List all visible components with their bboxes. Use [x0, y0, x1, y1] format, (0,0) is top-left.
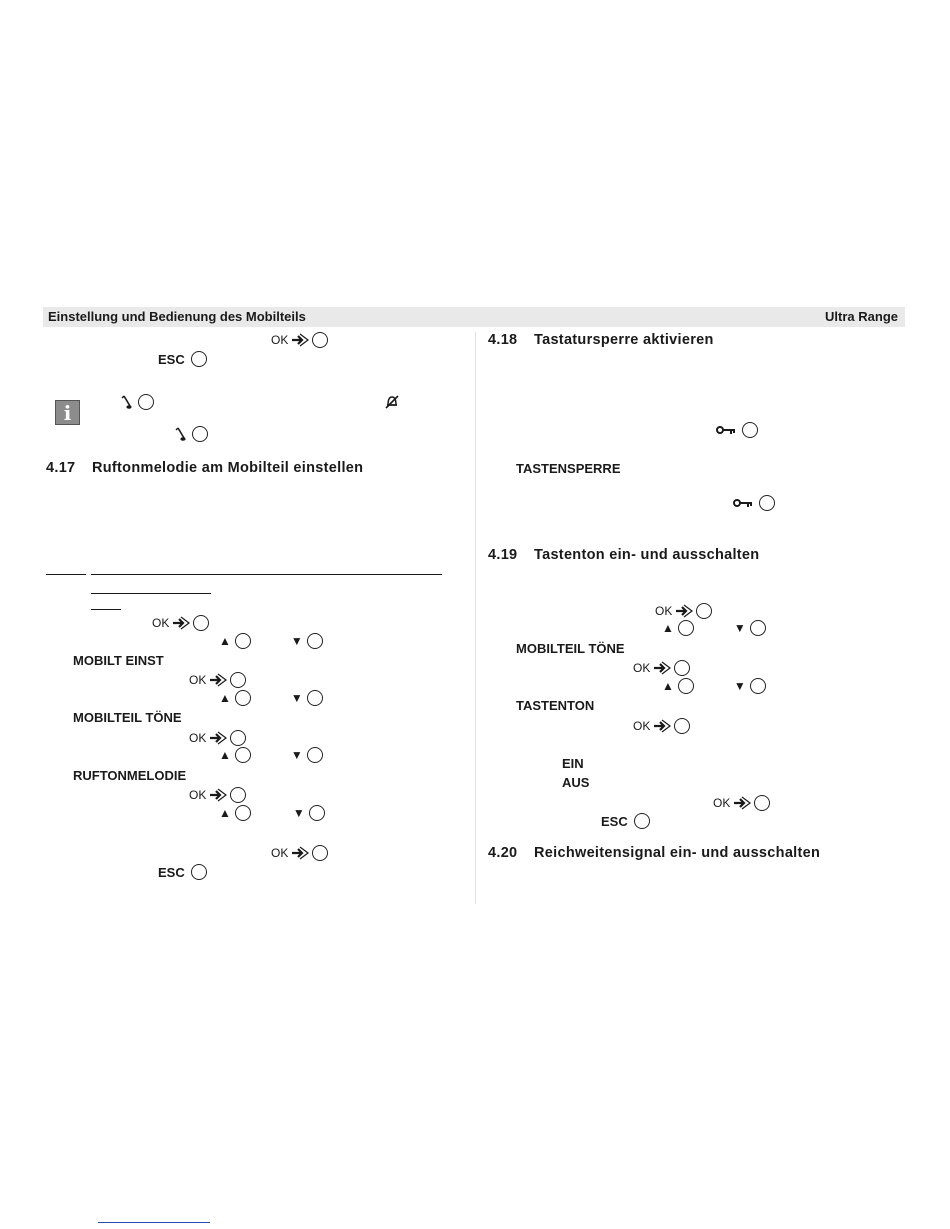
ok-key-instruction: [271, 844, 328, 862]
table-rule: [91, 609, 121, 610]
key-circle: [312, 332, 328, 348]
key-circle: [309, 805, 325, 821]
bell-off-icon: [384, 394, 400, 410]
key-circle: [230, 787, 246, 803]
up-arrow-icon: ▲: [219, 634, 231, 648]
menu-mobilteil-toene: MOBILTEIL TÖNE: [73, 710, 182, 725]
key-circle: [192, 426, 208, 442]
esc-label: ESC: [158, 351, 185, 367]
key-circle: [230, 672, 246, 688]
ok-key-instruction: [633, 717, 690, 735]
ok-arrow-icon: [653, 661, 671, 675]
up-down-keys: [219, 746, 323, 764]
option-ein: EIN: [562, 756, 584, 771]
info-icon: i: [55, 400, 80, 425]
menu-ruftonmelodie: RUFTONMELODIE: [73, 768, 187, 783]
section-number: 4.20: [488, 845, 518, 861]
section-heading: [488, 332, 714, 348]
up-arrow-icon: ▲: [219, 748, 231, 762]
up-arrow-icon: ▲: [662, 621, 674, 635]
section-heading: [488, 845, 820, 861]
esc-instruction: [158, 351, 207, 367]
ok-arrow-icon: [653, 719, 671, 733]
section-heading: [488, 547, 759, 563]
header-title: Einstellung und Bedienung des Mobilteils: [48, 309, 306, 324]
ok-key-instruction: [271, 331, 328, 349]
key-circle: [235, 633, 251, 649]
option-aus: AUS: [562, 775, 590, 790]
page-header: [43, 307, 905, 327]
key-circle: [696, 603, 712, 619]
note-key: [174, 425, 208, 443]
ok-arrow-icon: [209, 673, 227, 687]
key-circle: [307, 747, 323, 763]
section-heading: [46, 460, 363, 476]
key-circle: [674, 718, 690, 734]
ok-label: OK: [189, 673, 207, 687]
key-circle: [674, 660, 690, 676]
ok-key-instruction: [189, 786, 246, 804]
down-arrow-icon: ▼: [290, 691, 303, 705]
bell-off: [384, 393, 400, 411]
section-number: 4.19: [488, 547, 518, 563]
ok-label: OK: [655, 604, 673, 618]
key-circle: [634, 813, 650, 829]
up-down-keys: [219, 632, 323, 650]
up-arrow-icon: ▲: [662, 679, 674, 693]
menu-tastenton: TASTENTON: [516, 698, 595, 713]
key-circle: [678, 620, 694, 636]
key-circle: [191, 351, 207, 367]
up-arrow-icon: ▲: [219, 806, 231, 820]
key-circle: [750, 678, 766, 694]
ok-arrow-icon: [733, 796, 751, 810]
esc-instruction: [158, 864, 207, 880]
up-arrow-icon: ▲: [219, 691, 231, 705]
table-rule: [91, 574, 442, 575]
table-rule: [46, 574, 86, 575]
esc-label: ESC: [158, 864, 185, 880]
menu-mobilteil-toene: MOBILTEIL TÖNE: [516, 641, 625, 656]
key-circle: [235, 690, 251, 706]
section-number: 4.18: [488, 332, 518, 348]
down-arrow-icon: ▼: [290, 634, 303, 648]
key-circle: [312, 845, 328, 861]
column-divider: [475, 332, 476, 904]
menu-mobilt-einst: MOBILT EINST: [73, 653, 164, 668]
display-tastensperre: TASTENSPERRE: [516, 461, 621, 476]
ok-arrow-icon: [675, 604, 693, 618]
down-arrow-icon: ▼: [733, 679, 746, 693]
key-icon: [716, 425, 736, 435]
up-down-keys: [662, 619, 766, 637]
ok-key-instruction: [713, 794, 770, 812]
esc-label: ESC: [601, 813, 628, 829]
ok-label: OK: [271, 846, 289, 860]
note-key: [120, 393, 154, 411]
key-lock-button: [733, 494, 775, 512]
ok-arrow-icon: [291, 846, 309, 860]
ok-label: OK: [713, 796, 731, 810]
table-rule: [91, 593, 211, 594]
key-circle: [307, 690, 323, 706]
up-down-keys: [662, 677, 766, 695]
key-circle: [235, 747, 251, 763]
key-circle: [742, 422, 758, 438]
key-circle: [750, 620, 766, 636]
ok-key-instruction: [633, 659, 690, 677]
header-product: Ultra Range: [825, 309, 898, 324]
esc-instruction: [601, 813, 650, 829]
ok-key-instruction: [189, 729, 246, 747]
ok-label: OK: [189, 788, 207, 802]
key-lock-button: [716, 421, 758, 439]
key-circle: [138, 394, 154, 410]
ok-key-instruction: [152, 614, 209, 632]
key-circle: [754, 795, 770, 811]
ok-arrow-icon: [291, 333, 309, 347]
ok-key-instruction: [655, 602, 712, 620]
down-arrow-icon: ▼: [733, 621, 746, 635]
ok-label: OK: [633, 719, 651, 733]
note-icon: [174, 426, 186, 442]
ok-key-instruction: [189, 671, 246, 689]
key-icon: [733, 498, 753, 508]
ok-arrow-icon: [172, 616, 190, 630]
footer-rule: [98, 1222, 210, 1223]
ok-label: OK: [152, 616, 170, 630]
ok-arrow-icon: [209, 731, 227, 745]
section-title: Tastenton ein- und ausschalten: [534, 547, 760, 563]
section-title: Ruftonmelodie am Mobilteil einstellen: [92, 460, 364, 476]
section-title: Reichweitensignal ein- und ausschalten: [534, 845, 821, 861]
ok-label: OK: [189, 731, 207, 745]
section-title: Tastatursperre aktivieren: [534, 332, 714, 348]
key-circle: [678, 678, 694, 694]
key-circle: [235, 805, 251, 821]
key-circle: [191, 864, 207, 880]
down-arrow-icon: ▼: [292, 806, 305, 820]
down-arrow-icon: ▼: [290, 748, 303, 762]
ok-label: OK: [271, 333, 289, 347]
ok-arrow-icon: [209, 788, 227, 802]
key-circle: [307, 633, 323, 649]
ok-label: OK: [633, 661, 651, 675]
note-icon: [120, 394, 132, 410]
key-circle: [230, 730, 246, 746]
key-circle: [193, 615, 209, 631]
key-circle: [759, 495, 775, 511]
up-down-keys: [219, 689, 323, 707]
up-down-keys: [219, 804, 325, 822]
section-number: 4.17: [46, 460, 76, 476]
